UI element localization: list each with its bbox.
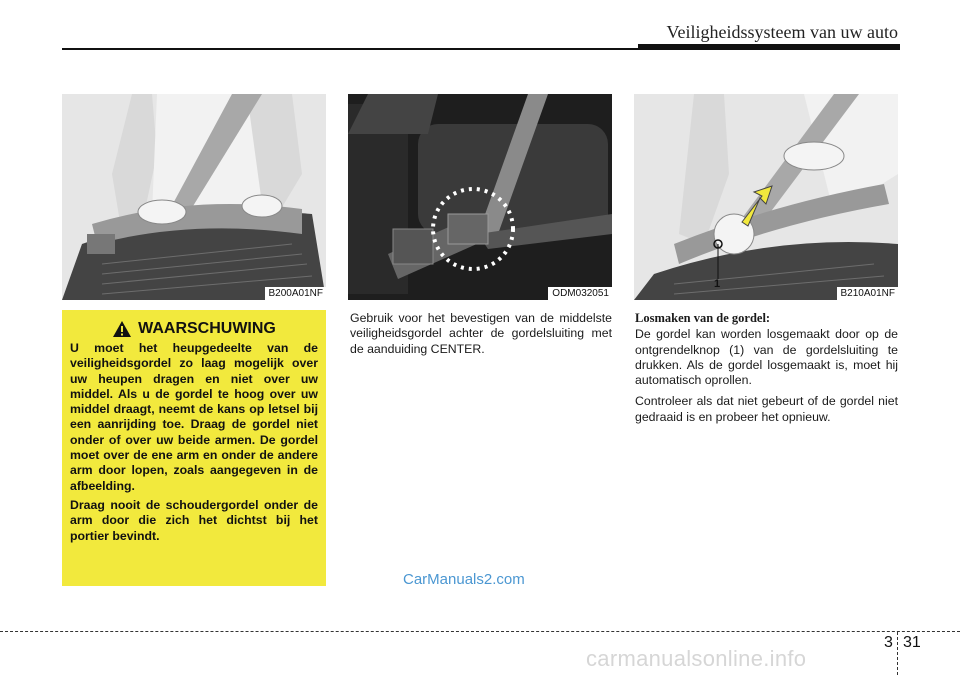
body-paragraph: Gebruik voor het bevestigen van de middelste veiligheidsgordel achter de gordelsluiting met de aanduiding CENTER. xyxy=(350,311,612,356)
header-bar xyxy=(638,44,900,50)
footer-rule xyxy=(0,631,960,632)
figure-center-belt-buckle xyxy=(348,94,612,300)
figure-center-buckle-illustration xyxy=(348,94,612,300)
figure-code: B200A01NF xyxy=(265,287,326,300)
figure-release-belt xyxy=(634,94,898,300)
release-button-callout: 1 xyxy=(714,278,721,290)
body-paragraph: Controleer als dat niet gebeurt of de gordel niet gedraaid is en probeer het opnieuw. xyxy=(635,394,898,424)
figure-code: ODM032051 xyxy=(548,287,612,300)
page-number: 31 xyxy=(903,634,921,651)
warning-title: WAARSCHUWING xyxy=(138,320,276,337)
section-heading: Losmaken van de gordel: xyxy=(635,311,771,325)
figure-lap-belt-illustration xyxy=(62,94,326,300)
center-belt-instructions xyxy=(350,311,612,363)
warning-triangle-icon xyxy=(112,320,132,338)
warning-header xyxy=(70,320,318,338)
page-header-title: Veiligheidssysteem van uw auto xyxy=(666,22,898,42)
figure-lap-belt-position xyxy=(62,94,326,300)
figure-release-illustration xyxy=(634,94,898,300)
warning-paragraph: U moet het heupgedeelte van de veiligheidsgordel zo laag mogelijk over uw heupen dragen en niet over uw middel. Als u de gordel te hoog over uw middel draagt, neemt de kans op letsel bij een aanrijding toe. Draag de gordel niet onder of over uw beide armen. De gordel moet over de ene arm en onder de andere arm door lopen, zoals aangegeven in de afbeelding. xyxy=(70,341,318,493)
chapter-number: 3 xyxy=(884,634,893,651)
body-paragraph: De gordel kan worden losgemaakt door op de ontgrendelknop (1) van de gordelsluiting te drukken. Als de gordel losgemaakt is, moet hij automatisch oprollen. xyxy=(635,327,898,388)
warning-paragraph: Draag nooit de schoudergordel onder de arm door die zich het dichtst bij het portier bevindt. xyxy=(70,497,318,543)
site-watermark: carmanualsonline.info xyxy=(586,646,807,671)
figure-code: B210A01NF xyxy=(837,287,898,300)
warning-box xyxy=(62,310,326,586)
watermark-link[interactable]: CarManuals2.com xyxy=(403,571,525,588)
header-rule xyxy=(62,48,638,50)
release-belt-instructions xyxy=(635,311,898,431)
page-number-divider xyxy=(897,632,898,675)
